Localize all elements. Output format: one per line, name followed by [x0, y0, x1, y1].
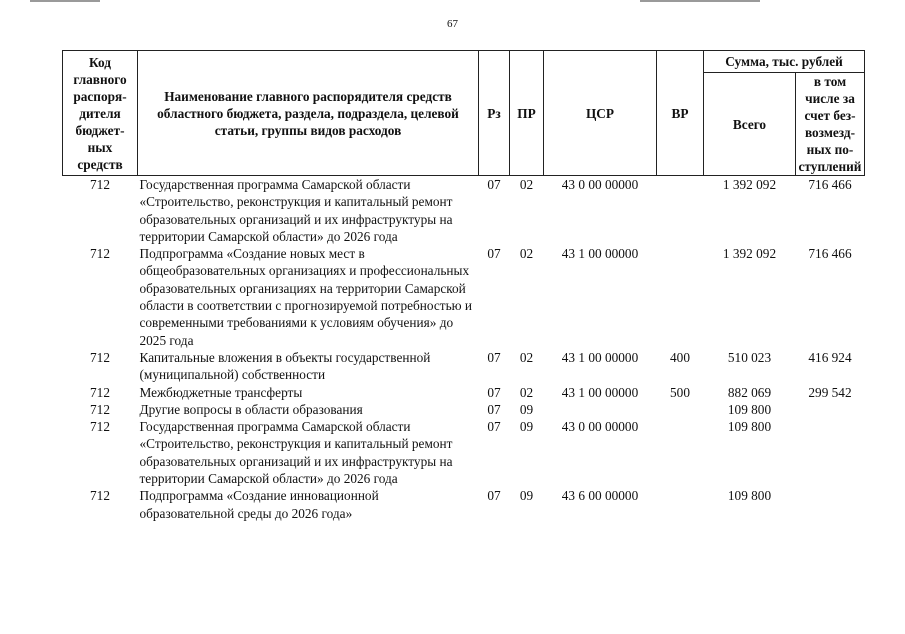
header-pr: ПР: [510, 51, 544, 176]
cell-grants: [796, 418, 865, 487]
cell-grants: 716 466: [808, 177, 852, 192]
cell-rz: 07: [487, 401, 501, 417]
cell-code: 712: [90, 384, 110, 400]
header-rz: Рз: [479, 51, 510, 176]
table-row: [63, 176, 865, 246]
table-row: [63, 349, 865, 384]
scan-top-edge-right: [640, 0, 760, 2]
cell-total: 109 800: [727, 401, 772, 417]
cell-name: Подпрограмма «Создание новых мест в общеобразовательных организациях и профессиональных образовательных организациях на территории Самарской области в соответствии с прогнозируемой потребностью и современными требованиями к условиям обучения» до 2025 года: [139, 246, 473, 348]
cell-pr: 09: [519, 401, 534, 417]
cell-name: Государственная программа Самарской области «Строительство, реконструкция и капитальный ремонт образовательных организаций и их инфраструктуры на территории Самарской области» до 2026 года: [139, 177, 453, 244]
cell-name: Подпрограмма «Создание инновационной образовательной среды до 2026 года»: [139, 488, 379, 521]
cell-csr: 43 1 00 00000: [561, 349, 639, 365]
cell-pr: 02: [519, 246, 534, 262]
cell-code: 712: [90, 349, 110, 365]
cell-csr: 43 0 00 00000: [561, 419, 639, 435]
cell-grants: [796, 401, 865, 418]
budget-table: [62, 50, 865, 522]
table-row: [63, 245, 865, 349]
cell-vr: 500: [670, 384, 690, 400]
cell-rz: 07: [487, 246, 501, 262]
table-row: [63, 384, 865, 401]
cell-vr: [657, 176, 704, 246]
table-row: [63, 418, 865, 487]
cell-vr: [657, 418, 704, 487]
cell-total: 882 069: [727, 384, 772, 400]
cell-total: 1 392 092: [722, 246, 777, 262]
cell-grants: 716 466: [808, 246, 852, 262]
cell-vr: [657, 487, 704, 522]
page-number: 67: [447, 18, 458, 30]
cell-csr: 43 0 00 00000: [561, 177, 639, 192]
cell-vr: [657, 245, 704, 349]
cell-pr: 09: [519, 419, 534, 435]
table-row: [63, 401, 865, 418]
cell-name: Другие вопросы в области образования: [139, 401, 363, 417]
cell-code: 712: [90, 246, 110, 262]
cell-csr: 43 1 00 00000: [561, 384, 639, 400]
cell-rz: 07: [487, 177, 501, 192]
cell-grants: [796, 487, 865, 522]
cell-rz: 07: [487, 488, 501, 504]
header-grants: в том числе за счет без-возмезд-ных по-ступлений: [796, 73, 865, 176]
header-amount-group: Сумма, тыс. рублей: [704, 51, 865, 73]
cell-rz: 07: [487, 384, 501, 400]
cell-code: 712: [90, 419, 110, 435]
cell-pr: 02: [519, 177, 534, 192]
cell-total: 109 800: [727, 488, 772, 504]
cell-name: Государственная программа Самарской области «Строительство, реконструкция и капитальный ремонт образовательных организаций и их инфраструктуры на территории Самарской области» до 2026 года: [139, 419, 453, 487]
cell-rz: 07: [487, 419, 501, 435]
table-body: [63, 176, 865, 522]
table-header: [63, 51, 865, 176]
scan-top-edge-left: [30, 0, 100, 2]
header-code: Код главного распоря-дителя бюджет-ных средств: [63, 51, 138, 176]
cell-vr: 400: [670, 349, 690, 365]
cell-csr: 43 1 00 00000: [561, 246, 639, 262]
header-name: Наименование главного распорядителя средств областного бюджета, раздела, подраздела, целевой статьи, группы видов расходов: [138, 51, 479, 176]
cell-vr: [657, 401, 704, 418]
cell-pr: 02: [519, 349, 534, 365]
header-total: Всего: [704, 73, 796, 176]
cell-grants: 416 924: [808, 349, 852, 365]
cell-name: Капитальные вложения в объекты государственной (муниципальной) собственности: [139, 349, 431, 383]
cell-name: Межбюджетные трансферты: [139, 384, 303, 400]
cell-code: 712: [90, 401, 110, 417]
cell-code: 712: [90, 488, 110, 504]
cell-pr: 09: [519, 488, 534, 504]
cell-total: 1 392 092: [722, 177, 777, 192]
cell-rz: 07: [487, 349, 501, 365]
table-row: [63, 487, 865, 522]
cell-pr: 02: [519, 384, 534, 400]
cell-total: 109 800: [727, 419, 772, 435]
cell-csr: 43 6 00 00000: [561, 488, 639, 504]
header-csr: ЦСР: [544, 51, 657, 176]
cell-csr: [544, 401, 657, 418]
header-vr: ВР: [657, 51, 704, 176]
cell-grants: 299 542: [808, 384, 852, 400]
cell-total: 510 023: [727, 349, 772, 365]
cell-code: 712: [90, 177, 110, 192]
